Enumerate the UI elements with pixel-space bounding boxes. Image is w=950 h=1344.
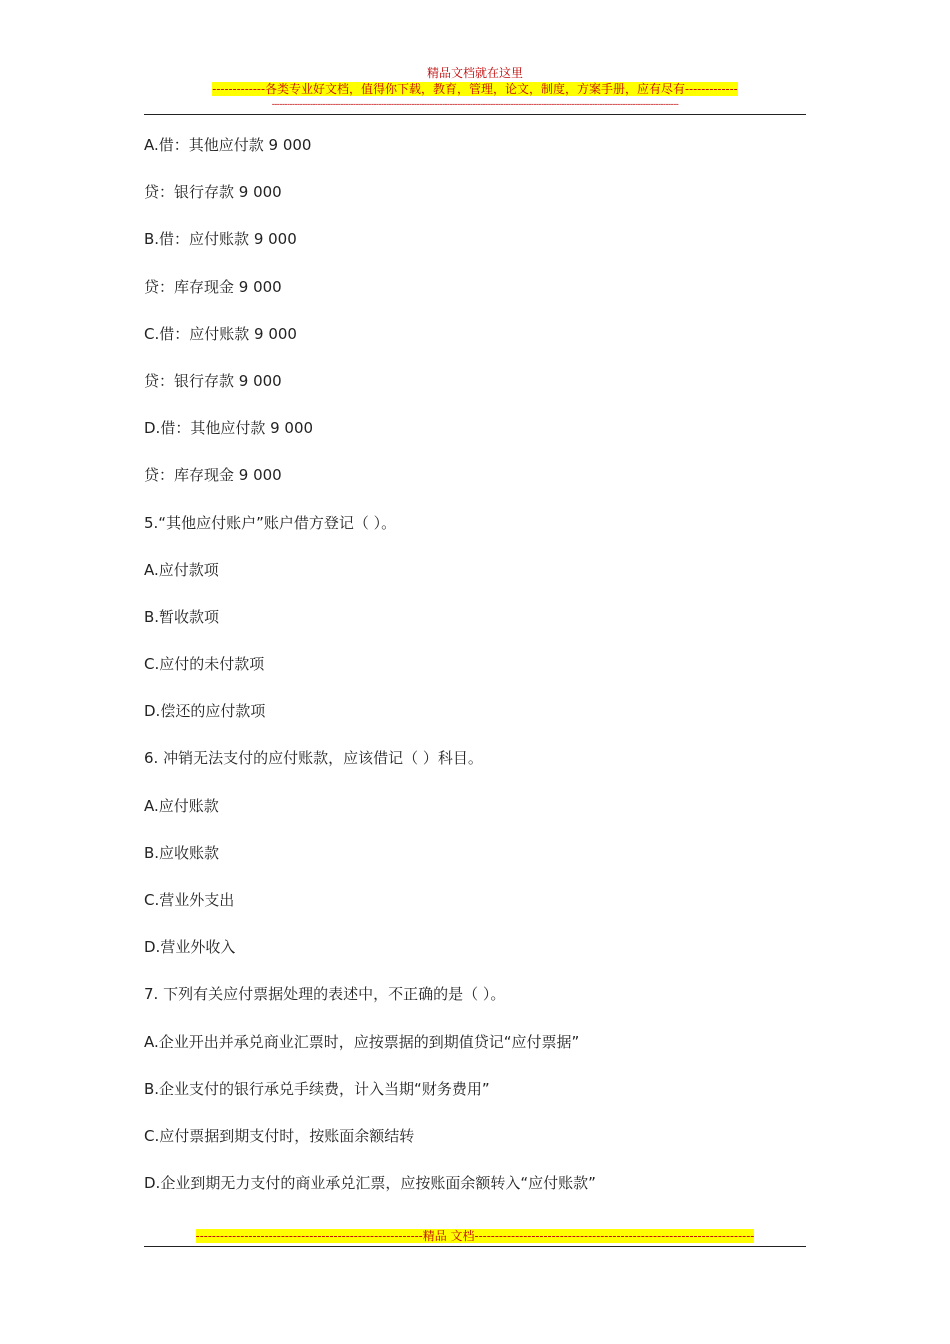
text-line: D.企业到期无力支付的商业承兑汇票，应按账面余额转入“应付账款” [144, 1174, 596, 1193]
text-line: A.应付款项 [144, 560, 219, 579]
question-7: 7. 下列有关应付票据处理的表述中，不正确的是（ ）。 [144, 985, 506, 1004]
text-line: D.借：其他应付款 9 000 [144, 419, 314, 438]
footer-banner: --------------------------------------------------------精品 文档--------------------------------------------------------------------- [195, 1229, 755, 1243]
text-line: A.借：其他应付款 9 000 [144, 136, 312, 154]
text-line: C.借：应付账款 9 000 [144, 324, 297, 343]
text-line: 贷：库存现金 9 000 [144, 466, 282, 485]
footer-rule [144, 1246, 806, 1247]
text-line: B.企业支付的银行承兑手续费，计入当期“财务费用” [144, 1079, 490, 1098]
text-line: B.借：应付账款 9 000 [144, 230, 297, 249]
header-dash-line: ---------------------------------------------------------------------------------------------------------------------------------------------------------------- [271, 100, 679, 110]
text-line: 贷：库存现金 9 000 [144, 277, 282, 296]
document-body [144, 133, 806, 1218]
header-rule [144, 114, 806, 115]
text-line: B.暂收款项 [144, 607, 220, 626]
header-banner: -------------各类专业好文档，值得你下载，教育，管理，论文，制度，方案手册，应有尽有------------- [212, 82, 738, 96]
text-line: 贷：银行存款 9 000 [144, 183, 282, 202]
text-line: A.应付账款 [144, 796, 219, 815]
text-line: B.应收账款 [144, 843, 220, 862]
question-6: 6. 冲销无法支付的应付账款，应该借记（ ）科目。 [144, 749, 483, 768]
text-line: D.营业外收入 [144, 938, 236, 957]
header-title: 精品文档就在这里 [426, 66, 523, 80]
text-line: C.营业外支出 [144, 891, 235, 909]
text-line: D.偿还的应付款项 [144, 702, 266, 721]
question-5: 5.“其他应付账户”账户借方登记（ ）。 [144, 513, 397, 532]
text-line: C.应付的未付款项 [144, 655, 265, 674]
text-line: A.企业开出并承兑商业汇票时，应按票据的到期值贷记“应付票据” [144, 1032, 580, 1051]
text-line: C.应付票据到期支付时，按账面余额结转 [144, 1126, 415, 1145]
text-line: 贷：银行存款 9 000 [144, 371, 282, 390]
